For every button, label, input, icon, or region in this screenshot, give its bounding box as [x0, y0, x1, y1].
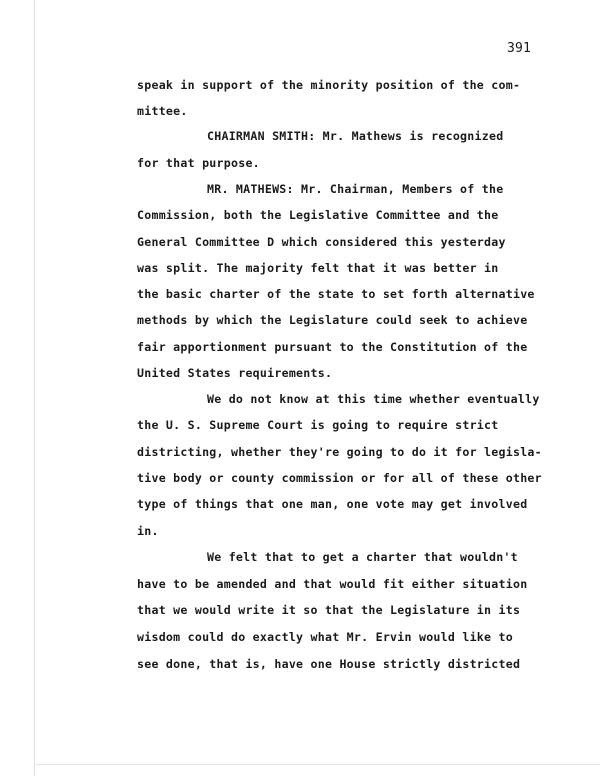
- text-line: United States requirements.: [137, 366, 333, 380]
- text-line: CHAIRMAN SMITH: Mr. Mathews is recognized: [207, 129, 504, 143]
- text-line: General Committee D which considered this yesterday: [137, 235, 506, 249]
- text-line: fair apportionment pursuant to the Constitution of the: [137, 340, 528, 354]
- text-line: have to be amended and that would fit either situation: [137, 577, 528, 591]
- page-left-edge: [34, 0, 35, 776]
- text-line: speak in support of the minority position of the com-: [137, 78, 521, 92]
- text-line: in.: [137, 524, 159, 538]
- text-line: see done, that is, have one House strictly districted: [137, 657, 521, 671]
- text-line: type of things that one man, one vote may get involved: [137, 497, 528, 511]
- text-line: We felt that to get a charter that wouldn't: [207, 550, 518, 564]
- text-line: We do not know at this time whether eventually: [207, 392, 540, 406]
- page-bottom-edge: [34, 764, 600, 765]
- text-line: the U. S. Supreme Court is going to require strict: [137, 418, 499, 432]
- text-line: tive body or county commission or for all of these other: [137, 471, 542, 485]
- page-number: 391: [507, 41, 532, 56]
- text-line: the basic charter of the state to set forth alternative: [137, 287, 535, 301]
- text-line: was split. The majority felt that it was better in: [137, 261, 499, 275]
- text-line: mittee.: [137, 104, 188, 118]
- text-line: wisdom could do exactly what Mr. Ervin would like to: [137, 630, 513, 644]
- text-line: districting, whether they're going to do it for legisla-: [137, 445, 542, 459]
- text-line: for that purpose.: [137, 156, 260, 170]
- text-line: that we would write it so that the Legislature in its: [137, 603, 521, 617]
- text-line: Commission, both the Legislative Committee and the: [137, 208, 499, 222]
- text-line: MR. MATHEWS: Mr. Chairman, Members of the: [207, 182, 504, 196]
- text-line: methods by which the Legislature could seek to achieve: [137, 313, 528, 327]
